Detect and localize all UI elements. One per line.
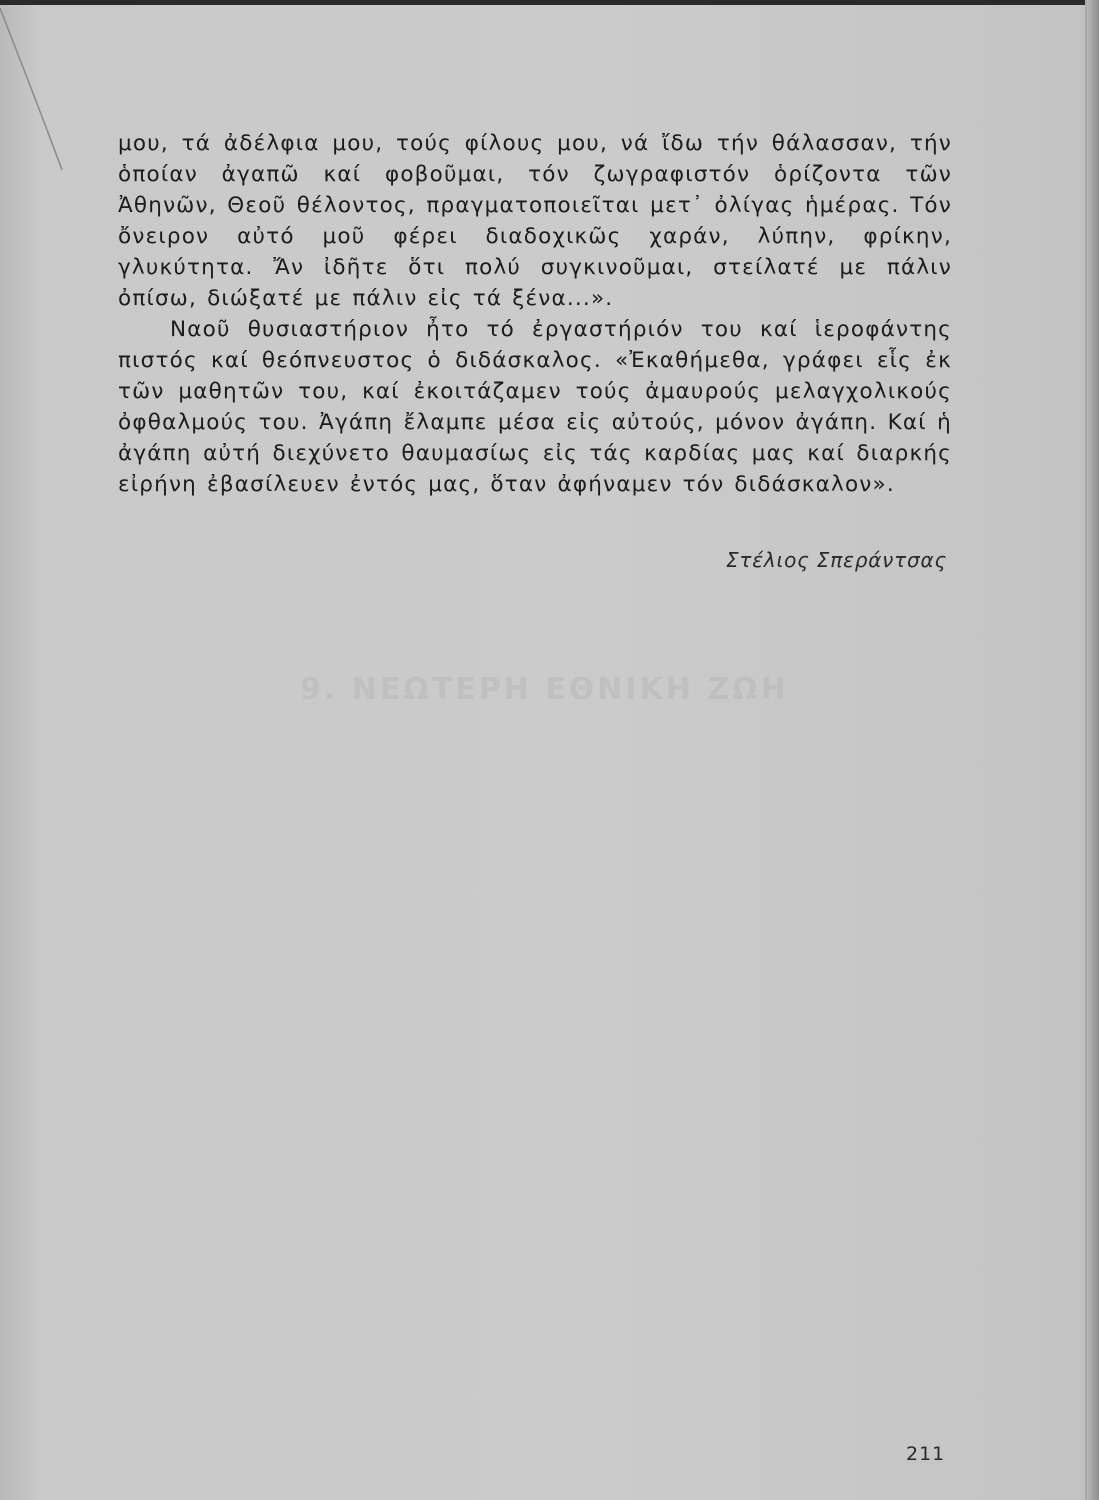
show-through-heading: 9. ΝΕΩΤΕΡΗ ΕΘΝΙΚΗ ΖΩΗ [300,672,789,707]
paragraph-1: μου, τά ἀδέλφια μου, τούς φίλους μου, νά ἴδω τήν θάλασσαν, τήν ὁποίαν ἀγαπῶ καί φοβοῦμαι, τόν ζωγραφιστόν ὁρίζοντα τῶν Ἀθηνῶν, Θεοῦ θέλοντος, πραγματοποιεῖται μετ᾽ ὀλίγας ἡμέρας. Τόν ὄνειρον αὐτό μοῦ φέρει διαδοχικῶς χαράν, λύπην, φρίκην, γλυκύτητα. Ἄν ἰδῆτε ὅτι πολύ συγκινοῦμαι, στείλατέ με πάλιν ὀπίσω, διώξατέ με πάλιν εἰς τά ξένα...». [118,131,952,311]
author-signature: Στέλιος Σπεράντσας [725,548,947,572]
paragraph-2: Ναοῦ θυσιαστήριον ἦτο τό ἐργαστήριόν του καί ἱεροφάντης πιστός καί θεόπνευστος ὁ διδάσκαλος. «Ἐκαθήμεθα, γράφει εἷς ἐκ τῶν μαθητῶν του, καί ἐκοιτάζαμεν τούς ἀμαυρούς μελαγχολικούς ὀφθαλμούς του. Ἀγάπη ἔλαμπε μέσα εἰς αὐτούς, μόνον ἀγάπη. Καί ἡ ἀγάπη αὐτή διεχύνετο θαυμασίως εἰς τάς καρδίας μας καί διαρκής εἰρήνη ἐβασίλευεν ἐντός μας, ὅταν ἀφήναμεν τόν διδάσκαλον». [118,317,952,497]
body-text [118,128,952,500]
page-number: 211 [906,1443,946,1465]
